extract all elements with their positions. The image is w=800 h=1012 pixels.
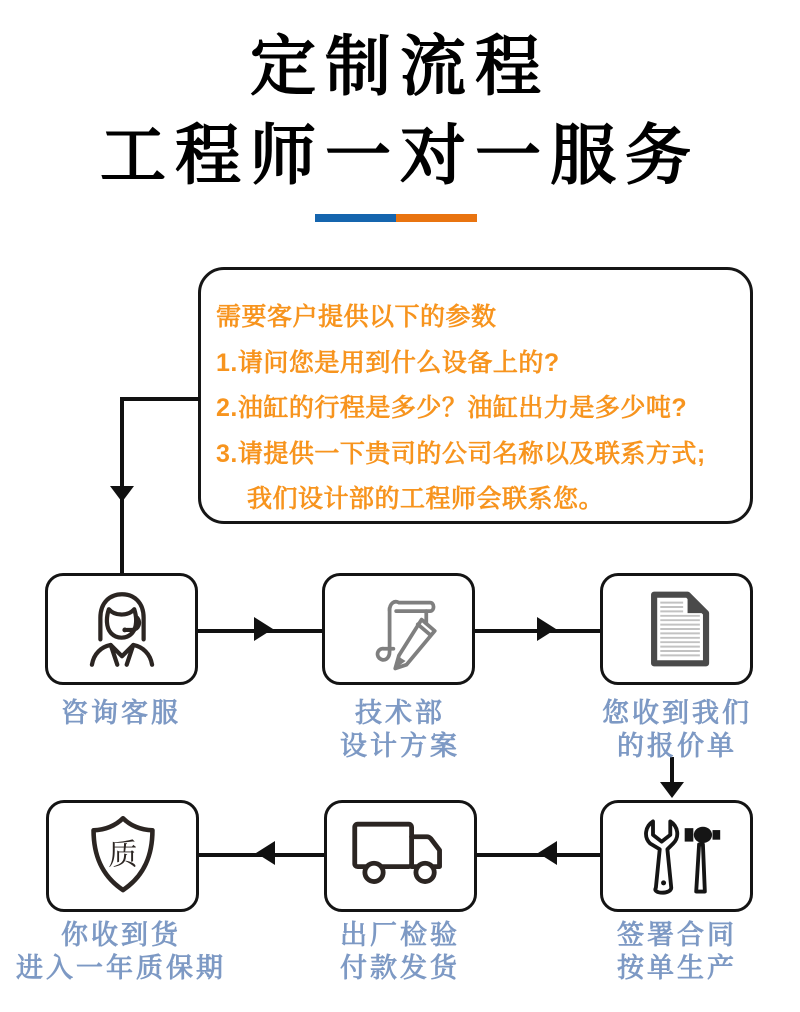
quality-shield-icon: [77, 810, 169, 902]
params-line-4: 我们设计部的工程师会联系您。: [247, 485, 605, 513]
node-label-warranty: 你收到货 进入一年质保期: [16, 920, 226, 983]
customer-service-icon: [75, 582, 169, 676]
flow-node-quote: [600, 573, 753, 685]
wrench-hammer-icon: [629, 808, 725, 904]
connector-box-horizontal: [120, 397, 200, 401]
flow-node-consult: [45, 573, 198, 685]
node-label-quote: 您收到我们 的报价单: [602, 698, 752, 761]
shield-character: 质: [107, 838, 138, 872]
arrowhead-down-to-contract-icon: [660, 782, 684, 798]
scroll-pencil-icon: [352, 582, 446, 676]
quotation-document-icon: [633, 585, 721, 673]
params-heading: 需要客户提供以下的参数: [216, 303, 497, 331]
flow-node-design: [322, 573, 475, 685]
arrowhead-left-shipping-warranty-icon: [256, 841, 275, 865]
arrowhead-down-to-consult-icon: [110, 486, 134, 502]
title-divider: [315, 214, 477, 222]
flow-node-shipping: [324, 800, 477, 912]
flow-node-warranty: [46, 800, 199, 912]
arrowhead-left-contract-shipping-icon: [538, 841, 557, 865]
divider-orange-segment: [396, 214, 477, 222]
required-parameters-box: [198, 267, 753, 524]
node-label-contract: 签署合同 按单生产: [617, 920, 737, 983]
page-title-line-2: 工程师一对一服务: [100, 118, 700, 192]
params-line-1: 1.请问您是用到什么设备上的?: [216, 348, 560, 377]
arrowhead-right-consult-design-icon: [254, 617, 273, 641]
page-title-line-1: 定制流程: [250, 29, 550, 103]
node-label-consult: 咨询客服: [61, 698, 181, 728]
node-label-shipping: 出厂检验 付款发货: [340, 920, 460, 983]
params-line-2: 2.油缸的行程是多少？油缸出力是多少吨?: [216, 394, 688, 422]
divider-blue-segment: [315, 214, 396, 222]
page-title: [0, 22, 800, 200]
flow-node-contract: [600, 800, 753, 912]
node-label-design: 技术部 设计方案: [340, 698, 460, 761]
params-line-3: 3.请提供一下贵司的公司名称以及联系方式;: [216, 439, 706, 468]
delivery-truck-icon: [348, 816, 454, 896]
arrowhead-right-design-quote-icon: [537, 617, 556, 641]
